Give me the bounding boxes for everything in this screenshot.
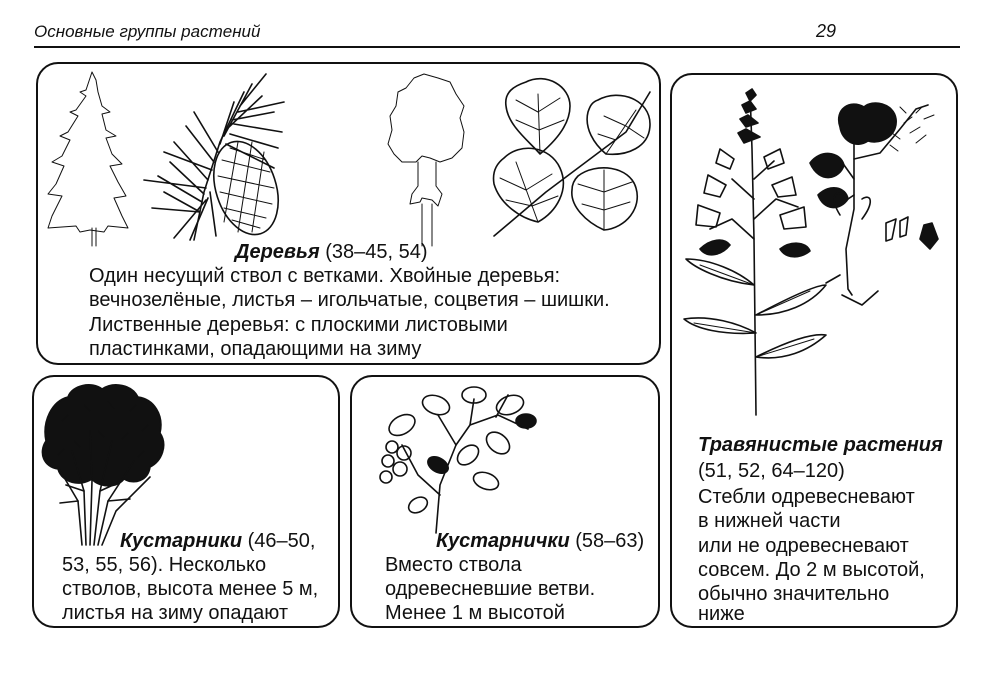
herbs-refs: (51, 52, 64–120) xyxy=(698,460,845,482)
shrub-illustration xyxy=(38,381,168,547)
trees-line: пластинками, опадающими на зиму xyxy=(89,338,422,360)
herbs-line: в нижней части xyxy=(698,510,841,532)
page-header xyxy=(34,20,960,48)
herbs-title: Травянистые растения xyxy=(698,434,943,456)
page-number: 29 xyxy=(816,21,837,41)
shrubs-heading xyxy=(120,529,315,553)
trees-card xyxy=(36,62,661,365)
shrubs-line: 53, 55, 56). Несколько xyxy=(62,554,267,576)
shrubs-refs: (46–50, xyxy=(242,530,316,552)
deciduous-tree-illustration xyxy=(384,70,470,248)
herbs-heading xyxy=(698,433,943,457)
trees-line: Лиственные деревья: с плоскими листовыми xyxy=(89,314,508,336)
pine-branch-illustration xyxy=(134,72,290,242)
trees-line: Один несущий ствол с ветками. Хвойные деревья: xyxy=(89,265,561,287)
subshrubs-line: Вместо ствола xyxy=(385,554,522,576)
chapter-title: Основные группы растений xyxy=(34,22,261,41)
subshrubs-card xyxy=(350,375,660,628)
shrubs-title: Кустарники xyxy=(120,530,243,552)
linden-leaves-illustration xyxy=(486,72,656,238)
trees-heading xyxy=(235,240,428,264)
subshrubs-heading xyxy=(436,529,644,553)
trees-line: вечнозелёные, листья – игольчатые, соцветия – шишки. xyxy=(89,289,610,311)
orchid-illustration xyxy=(800,99,946,305)
spruce-illustration xyxy=(46,70,130,248)
subshrubs-title: Кустарнички xyxy=(436,530,570,552)
cowberry-illustration xyxy=(378,385,538,535)
trees-refs: (38–45, 54) xyxy=(319,241,428,263)
subshrubs-line: Менее 1 м высотой xyxy=(385,602,565,624)
herbs-line: обычно значительно xyxy=(698,583,890,605)
herbs-line: Стебли одревесневают xyxy=(698,486,915,508)
shrubs-line: стволов, высота менее 5 м, xyxy=(62,578,319,600)
herbs-line: ниже xyxy=(698,603,745,625)
shrubs-card xyxy=(32,375,340,628)
subshrubs-line: одревесневшие ветви. xyxy=(385,578,596,600)
herbs-line: совсем. До 2 м высотой, xyxy=(698,559,925,581)
shrubs-line: листья на зиму опадают xyxy=(62,602,288,624)
herbs-line: или не одревесневают xyxy=(698,535,909,557)
trees-title: Деревья xyxy=(235,241,320,263)
subshrubs-refs: (58–63) xyxy=(569,530,645,552)
herbs-card xyxy=(670,73,958,628)
